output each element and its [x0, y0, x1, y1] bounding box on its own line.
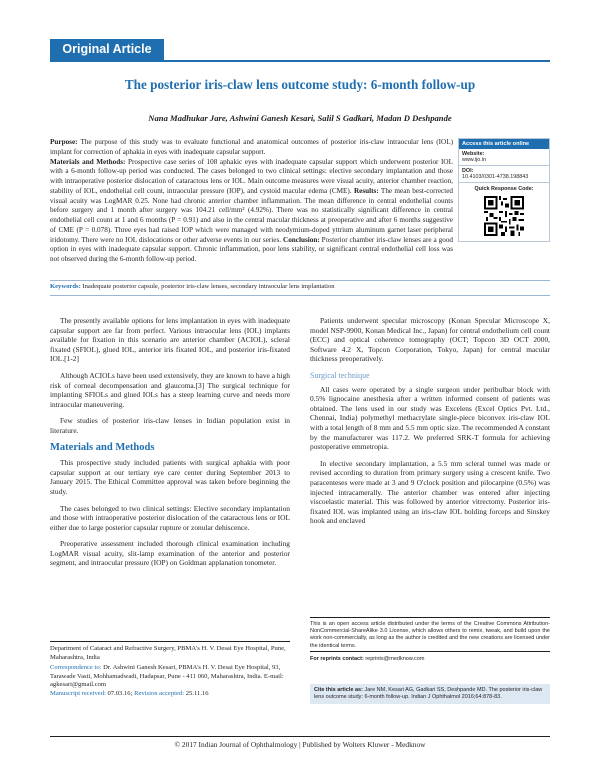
website-row — [459, 149, 549, 166]
keywords-text: Inadequate posterior capsule, posterior iris-claw lenses, secondary intraocular lens implantation — [80, 283, 335, 290]
correspondence — [50, 664, 290, 690]
conclusion-text: Posterior chamber iris-claw lenses are a good option in eyes with inadequate capsular support. Chronic inflammation, poor lens stability, or significant central endothelial cell loss was not observed during the 6-month follow-up period. — [50, 235, 454, 263]
manuscript-dates — [50, 690, 290, 699]
keywords — [50, 283, 550, 290]
keywords-label: Keywords: — [50, 283, 81, 290]
methods-label: Materials and Methods: — [50, 157, 126, 166]
results-text: The mean best-corrected visual acuity was LogMAR 0.25. None had chronic anterior chamber inflammation. The mean difference in central endothelial counts before surgery and 1 month after surgery was 104.21 cell/mm² (4.92%). There was no statistically significant difference in central endothelial cell count at 1 and 6 months (P = 0.91) and also in the central macular thickness at preoperative and after 6 months suggestive of CME (P = 0.078). Three eyes had raised IOP which were managed with neodymium-doped yttrium aluminum garnet laser peripheral iridotomy. There were no IOL dislocations or other adverse events in our series. — [50, 186, 454, 244]
purpose-text: The purpose of this study was to evaluate functional and anatomical outcomes of posterior iris-claw intraocular lens (IOL) implant for correction of aphakia in eyes with inadequate capsular support. — [50, 138, 453, 156]
paragraph: This prospective study included patients with surgical aphakia with poor capsular support at our tertiary eye care center during September 2013 to January 2015. The Ethical Committee approval was taken before beginning the study. — [50, 458, 290, 496]
cite-text: Jare NM, Kesari AG, Gadkari SS, Deshpande MD. The posterior iris-claw lens outcome study: 6-month follow-up. Indian J Ophthalmol 2016;64:878-83. — [314, 687, 543, 701]
reprints-email[interactable]: reprints@medknow.com — [363, 656, 425, 662]
received-date: 07.03.16; — [105, 689, 135, 697]
cite-label: Cite this article as: — [314, 687, 363, 693]
results-label: Results: — [353, 186, 379, 195]
doi-row — [459, 166, 549, 183]
revision-date: 25.11.16 — [184, 689, 209, 697]
paragraph: Few studies of posterior iris-claw lenses in Indian population exist in literature. — [50, 416, 290, 435]
methods-text: Prospective case series of 108 aphakic eyes with inadequate capsular support which underwent posterior IOL with a 6-month follow-up period was conducted. The cases belonged to two clinical settings: elective secondary implantation and those with intraoperative posterior dislocation of cataractous lens or IOL. Main outcome measures were visual acuity, anterior chamber reaction, stability of IOL, endothelial cell count, intraocular pressure (IOP), and cystoid macular edema (CME). — [50, 157, 453, 195]
citation-box — [310, 684, 550, 704]
website-label: Website: — [462, 151, 485, 157]
qr-code-icon — [484, 196, 524, 236]
doi-label: DOI: — [462, 168, 474, 174]
author-list: Nana Madhukar Jare, Ashwini Ganesh Kesari, Salil S Gadkari, Madan D Deshpande — [148, 113, 452, 123]
doi-value[interactable]: 10.4103/0301-4738.198843 — [462, 174, 529, 180]
section-heading-methods: Materials and Methods — [50, 441, 155, 453]
paragraph: Preoperative assessment included thorough clinical examination including LogMAR visual acuity, slit-lamp examination of the anterior and posterior segment, and intraocular pressure (IOP) on Goldman applanation tonometer. — [50, 539, 290, 568]
access-article-box — [458, 138, 550, 242]
conclusion-label: Conclusion: — [283, 235, 320, 244]
article-type-badge: Original Article — [50, 39, 164, 60]
page-footer: © 2017 Indian Journal of Ophthalmology | Published by Wolters Kluwer - Medknow — [174, 740, 426, 749]
department: Department of Cataract and Refractive Surgery, PBMA's H. V. Desai Eye Hospital, Pune, Maharashtra, India — [50, 645, 286, 661]
keywords-rule-bottom — [50, 295, 550, 296]
access-box-header: Access this article online — [459, 139, 549, 149]
paragraph: All cases were operated by a single surgeon under peribulbar block with 0.5% lignocaine anesthesia after a written informed consent of patients was obtained. The lens used in our study was Excelens (Excel Optics Pvt. Ltd., Chennai, India) polymethyl methacrylate single-piece biconvex iris-claw IOL with a total length of 8 mm and 5.5 mm optic size. The recommended A constant by the manufacturer was 117.2. We preferred SRK-T formula for achieving postoperative emmetropia. — [310, 384, 550, 452]
header-rule — [50, 60, 550, 62]
reprints-label: For reprints contact: — [310, 656, 364, 662]
paragraph: Although ACIOLs have been used extensively, they are known to have a high risk of corneal decompensation and glaucoma.[3] The surgical technique for implanting SFIOLs and glued IOLs has a steep learning curve and needs more intraocular maneuvering. — [50, 370, 290, 409]
footer-rule — [50, 736, 550, 737]
subsection-heading-surgical: Surgical technique — [310, 370, 370, 380]
revision-label: Revision accepted: — [134, 689, 185, 697]
affiliation-block — [50, 645, 290, 699]
purpose-label: Purpose: — [50, 138, 78, 146]
paragraph: Patients underwent specular microscopy (Konan Specular Microscope X, model NSP-9900, Konan Medical Inc., Japan) for central endothelium cell count (ECC) and optical coherence tomography (OCT; Topcon 3D OCT 2000, Software 4.2 X, Topcon Corporation, Tokyo, Japan) for central macular thickness preoperatively. — [310, 316, 550, 364]
paragraph: In elective secondary implantation, a 5.5 mm scleral tunnel was made or revised according to duration from primary surgery using a crescent knife. Two paracenteses were made at 3 and 9 O'clock position and pilocarpine (0.5%) was injected intracamerally. The anterior chamber was entered after injecting viscoelastic material. This was followed by anterior vitrectomy. Posterior iris-fixated IOL was implanted using an iris-claw IOL holding forceps and Sinskey hook and enclaved — [310, 458, 550, 526]
affiliation-rule — [50, 641, 290, 642]
keywords-rule-top — [50, 280, 550, 281]
body-column-right — [310, 316, 550, 533]
abstract — [50, 138, 453, 265]
body-column-left — [50, 316, 290, 575]
paragraph: The presently available options for lens implantation in eyes with inadequate capsular support are far from perfect. Various intraocular lens (IOL) implants available for fixation in this scenario are anterior chamber (ACIOL), scleral fixated (SFIOL), glued IOL, anterior iris fixated IOL, and posterior iris-fixated IOL.[1-2] — [50, 316, 290, 364]
correspondence-label: Correspondence to: — [50, 664, 102, 672]
correspondence-text: Dr. Ashwini Ganesh Kesari, PBMA's H. V. Desai Eye Hospital, 93, Tarawade Vasti, Mohhamadwadi, Hadapsar, Pune - 411 060, Maharashtra, India. E-mail: agkesari@gmail.com — [50, 664, 284, 689]
reprints-contact — [310, 651, 550, 662]
website-link[interactable]: www.ijo.in — [462, 157, 486, 163]
qr-label: Quick Response Code: — [474, 186, 534, 192]
received-label: Manuscript received: — [50, 689, 106, 697]
article-title: The posterior iris-claw lens outcome study: 6-month follow-up — [124, 77, 476, 92]
paragraph: The cases belonged to two clinical settings: Elective secondary implantation and those with intraoperative posterior dislocation of the cataractous lens or IOL either due to large posterior capsular rupture or zonular dehiscence. — [50, 503, 290, 532]
license-notice: This is an open access article distributed under the terms of the Creative Commons Attribution-NonCommercial-ShareAlike 3.0 License, which allows others to remix, tweak, and build upon the work non-commercially, as long as the author is credited and the new creations are licensed under the identical terms. — [310, 617, 550, 650]
